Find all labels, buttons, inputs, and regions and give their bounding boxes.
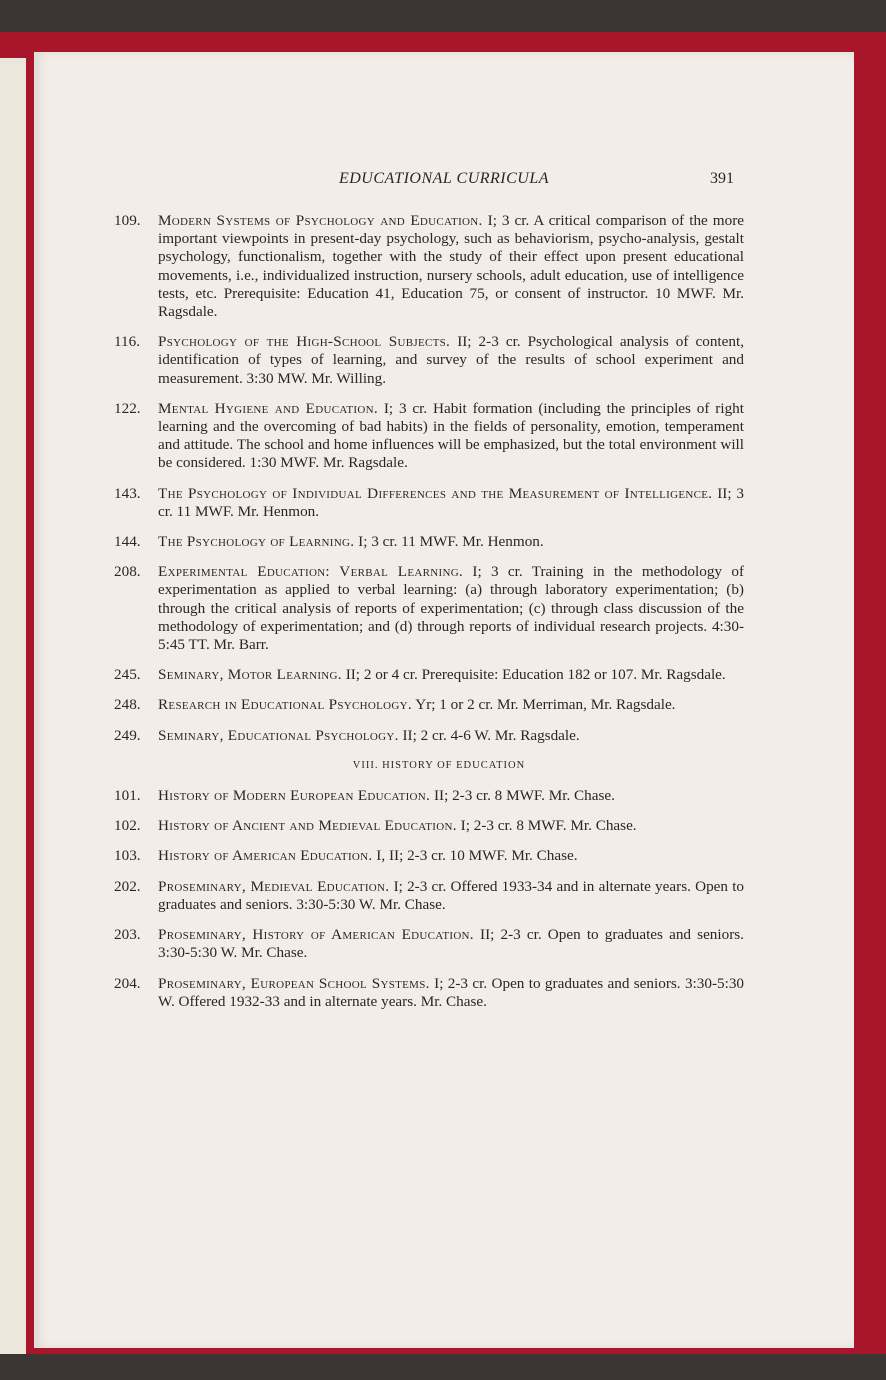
course-number: 101. — [114, 787, 141, 805]
course-number: 122. — [114, 399, 141, 417]
course-number: 249. — [114, 726, 141, 744]
course-entry — [114, 400, 744, 473]
course-number: 204. — [114, 974, 141, 992]
course-title: History of American Education. — [158, 847, 373, 865]
course-entry — [114, 666, 744, 684]
course-title: History of Modern European Education. — [158, 787, 431, 805]
course-description: I; 3 cr. Training in the methodology of experimentation as applied to verbal learning: (a) through laboratory experimentation; (b) through the critical analysis of reports of experimentation; (c) through class discussion of the methodology of experimentation; and (d) through reports of individual research projects. 4:30-5:45 TT. Mr. Barr. — [158, 563, 745, 654]
page-number: 391 — [710, 170, 734, 187]
course-entry — [114, 787, 744, 805]
book-page — [34, 52, 854, 1348]
course-title: Mental Hygiene and Education. — [158, 399, 378, 417]
course-entry — [114, 333, 744, 388]
course-description: II; 2 cr. 4-6 W. Mr. Ragsdale. — [402, 726, 580, 744]
course-description: I; 2-3 cr. Offered 1933-34 and in alternate years. Open to graduates and seniors. 3:30-5:30 W. Mr. Chase. — [158, 877, 745, 913]
course-description: I; 2-3 cr. Open to graduates and seniors. 3:30-5:30 W. Offered 1932-33 and in alternate years. Mr. Chase. — [158, 974, 745, 1010]
history-courses — [114, 787, 744, 1011]
course-description: I; 3 cr. 11 MWF. Mr. Henmon. — [358, 533, 544, 551]
course-entry — [114, 975, 744, 1011]
course-title: Seminary, Motor Learning. — [158, 666, 342, 684]
course-entry — [114, 926, 744, 962]
course-entry — [114, 817, 744, 835]
course-title: Seminary, Educational Psychology. — [158, 726, 399, 744]
course-number: 202. — [114, 877, 141, 895]
course-description: II; 2-3 cr. Psychological analysis of content, identification of types of learning, and survey of the results of school experiment and measurement. 3:30 MW. Mr. Willing. — [158, 333, 744, 387]
course-description: II; 3 cr. 11 MWF. Mr. Henmon. — [158, 484, 744, 520]
course-title: Proseminary, European School Systems. — [158, 974, 430, 992]
course-entry — [114, 696, 744, 714]
course-title: Experimental Education: Verbal Learning. — [158, 563, 464, 581]
course-number: 208. — [114, 563, 141, 581]
course-number: 144. — [114, 533, 141, 551]
course-title: Proseminary, Medieval Education. — [158, 877, 390, 895]
course-description: I; 3 cr. Habit formation (including the principles of right learning and the overcoming of bad habits) in the fields of personality, emotion, temperament and attitude. The school and home influences will be emphasized, but the total environment will be considered. 1:30 MWF. Mr. Ragsdale. — [158, 399, 744, 472]
course-entry — [114, 563, 744, 654]
course-number: 248. — [114, 696, 141, 714]
course-listing — [114, 212, 744, 1023]
course-number: 143. — [114, 484, 141, 502]
course-number: 203. — [114, 926, 141, 944]
course-description: Yr; 1 or 2 cr. Mr. Merriman, Mr. Ragsdale. — [415, 696, 676, 714]
course-description: II; 2-3 cr. 8 MWF. Mr. Chase. — [433, 787, 615, 805]
running-title: EDUCATIONAL CURRICULA — [338, 170, 550, 187]
course-number: 102. — [114, 817, 141, 835]
course-title: Psychology of the High-School Subjects. — [158, 333, 451, 351]
course-title: The Psychology of Individual Differences and the Measurement of Intelligence. — [158, 484, 713, 502]
course-number: 109. — [114, 212, 141, 229]
course-description: I; 3 cr. A critical comparison of the more important viewpoints in present-day psychology, such as behaviorism, psycho-analysis, gestalt psychology, functionalism, together with the study of their effect upon present educational movements, i.e., individualized instruction, nursery schools, adult education, use of intelligence tests, etc. Prerequisite: Education 41, Education 75, or consent of instructor. 10 MWF. Mr. Ragsdale. — [158, 212, 745, 321]
course-description: II; 2 or 4 cr. Prerequisite: Education 182 or 107. Mr. Ragsdale. — [345, 666, 726, 684]
left-page-edge — [0, 58, 26, 1354]
course-description: II; 2-3 cr. Open to graduates and seniors. 3:30-5:30 W. Mr. Chase. — [158, 926, 744, 962]
course-description: I; 2-3 cr. 8 MWF. Mr. Chase. — [460, 817, 637, 835]
course-number: 245. — [114, 666, 141, 684]
psychology-courses — [114, 212, 744, 745]
course-number: 103. — [114, 847, 141, 865]
course-entry — [114, 727, 744, 745]
course-entry — [114, 212, 744, 321]
course-entry — [114, 847, 744, 865]
course-description: I, II; 2-3 cr. 10 MWF. Mr. Chase. — [376, 847, 578, 865]
course-title: Proseminary, History of American Education. — [158, 926, 474, 944]
course-entry — [114, 878, 744, 914]
course-entry — [114, 485, 744, 521]
course-title: Research in Educational Psychology. — [158, 696, 412, 714]
course-title: Modern Systems of Psychology and Education. — [158, 212, 483, 229]
course-number: 116. — [114, 333, 141, 351]
course-title: The Psychology of Learning. — [158, 533, 355, 551]
course-entry — [114, 533, 744, 551]
course-title: History of Ancient and Medieval Education. — [158, 817, 457, 835]
section-heading: VIII. HISTORY OF EDUCATION — [352, 759, 526, 771]
